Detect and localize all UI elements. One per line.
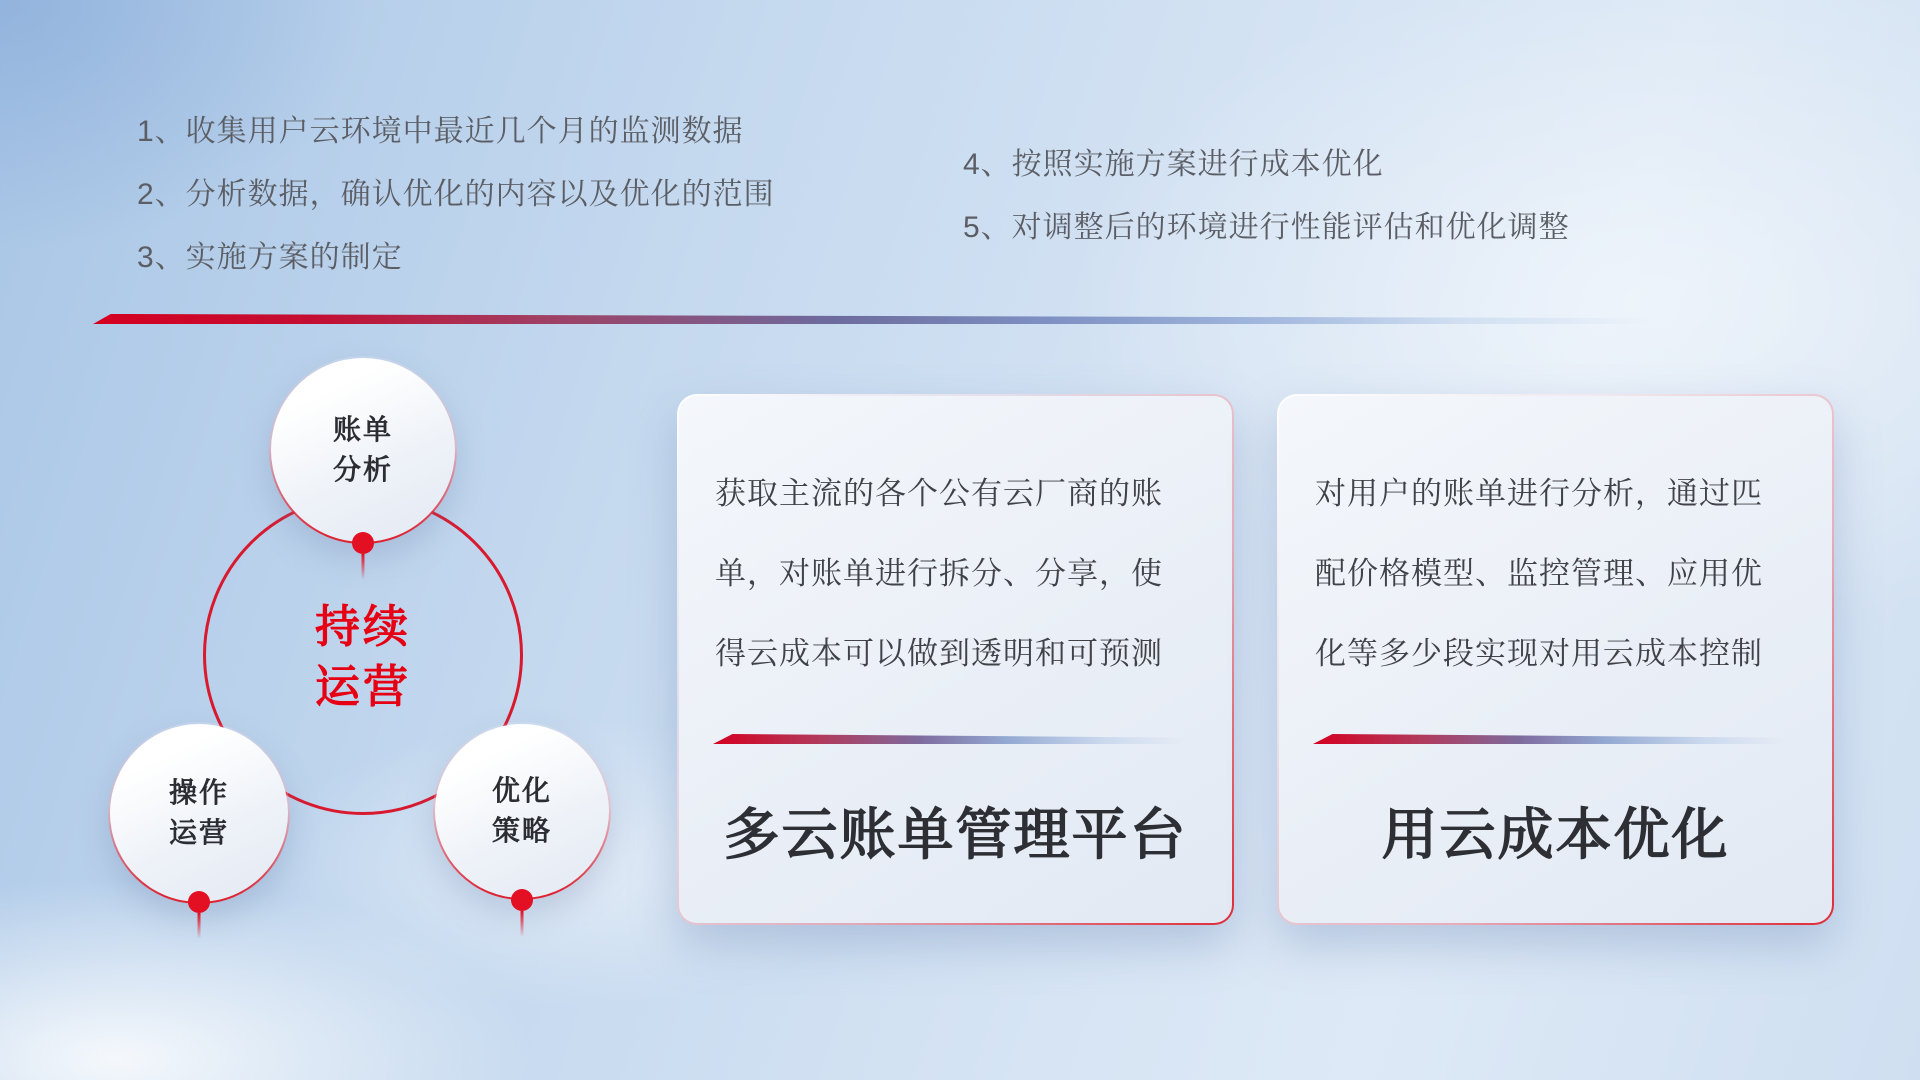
card-surface [679,396,1232,923]
card-body-text: 获取主流的各个公有云厂商的账 单，对账单进行拆分、分享，使 得云成本可以做到透明和可预测 [715,476,1163,671]
process-step-5: 5、对调整后的环境进行性能评估和优化调整 [963,211,1570,244]
card-surface [1279,396,1832,923]
step-list-right [963,133,1570,259]
node-label: 优化 策略 [435,724,609,898]
node-label: 账单 分析 [271,358,455,542]
connector-dot [511,889,533,911]
card-title: 用云成本优化 [1381,803,1730,866]
card-cost-optimization [1277,394,1834,925]
card-title: 多云账单管理平台 [723,803,1188,866]
node-circle-optimization-strategy [433,722,611,900]
process-step-2: 2、分析数据，确认优化的内容以及优化的范围 [137,178,775,211]
node-circle-operation [108,722,290,904]
card-multicloud-billing [677,394,1234,925]
connector-dot [188,891,210,913]
card-body-text: 对用户的账单进行分析，通过匹 配价格模型、监控管理、应用优 化等多少段实现对用云成本控制 [1315,476,1763,671]
process-step-1: 1、收集用户云环境中最近几个月的监测数据 [137,115,744,148]
process-step-3: 3、实施方案的制定 [137,241,403,274]
step-list-left [137,100,775,289]
card-gradient-divider [1313,734,1801,744]
node-label: 操作 运营 [110,724,288,902]
node-circle-billing-analysis [269,356,457,544]
card-gradient-divider [713,734,1201,744]
gradient-divider [93,314,1701,324]
cycle-center-label: 持续 运营 [314,601,411,712]
connector-dot [352,532,374,554]
process-step-4: 4、按照实施方案进行成本优化 [963,148,1384,181]
